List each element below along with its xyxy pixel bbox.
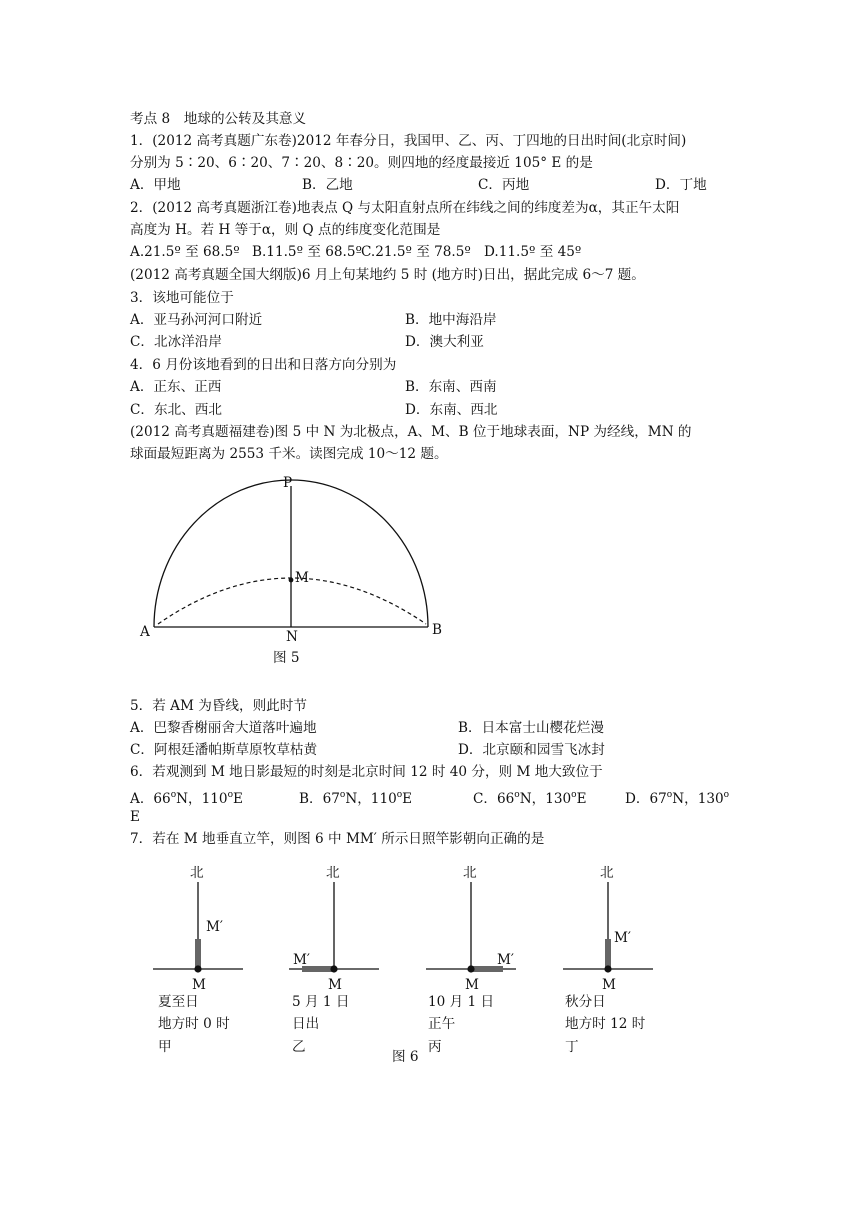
- q3-stem: 3．该地可能位于: [130, 290, 234, 306]
- q5-option-b: B．日本富士山樱花烂漫: [458, 720, 604, 736]
- label-m: M: [295, 570, 309, 586]
- q5-stem: 5．若 AM 为昏线，则此时节: [130, 698, 307, 714]
- label-p: P: [283, 475, 293, 491]
- figure-6-caption: 图 6: [392, 1049, 419, 1065]
- q7-stem: 7．若在 M 地垂直立竿，则图 6 中 MM′ 所示日照竿影朝向正确的是: [130, 831, 545, 847]
- q6-option-d: D．67$^o$N，130$^o$: [625, 790, 730, 807]
- q5-option-d: D．北京颐和园雪飞冰封: [458, 742, 605, 758]
- intro-q5-q7-line2: 球面最短距离为 2553 千米。读图完成 10～12 题。: [130, 446, 448, 462]
- panel4-caption-line3: 丁: [565, 1039, 579, 1055]
- panel4-m-label: M: [602, 977, 616, 993]
- q4-option-a: A．正东、正西: [130, 379, 222, 395]
- label-n: N: [286, 629, 298, 645]
- q2-option-c: C.21.5º 至 78.5º: [361, 244, 471, 260]
- q1-option-d: D．丁地: [655, 177, 707, 193]
- panel4-caption-line1: 秋分日: [565, 994, 606, 1010]
- q3-option-b: B．地中海沿岸: [405, 312, 497, 328]
- panel2-mprime-label: M′: [293, 952, 311, 968]
- q6-stem: 6．若观测到 M 地日影最短的时刻是北京时间 12 时 40 分，则 M 地大致位于: [130, 764, 603, 780]
- q4-stem: 4．6 月份该地看到的日出和日落方向分别为: [130, 357, 397, 373]
- q4-option-b: B．东南、西南: [405, 379, 497, 395]
- q1-option-c: C．丙地: [478, 177, 530, 193]
- panel1-mprime-label: M′: [206, 919, 224, 935]
- q3-option-a: A．亚马孙河河口附近: [130, 312, 263, 328]
- panel4-mprime-label: M′: [614, 930, 632, 946]
- panel3-caption-line2: 正午: [428, 1016, 456, 1032]
- q5-option-a: A．巴黎香榭丽舍大道落叶遍地: [130, 720, 317, 736]
- q1-stem-line1: 1．(2012 高考真题广东卷)2012 年春分日，我国甲、乙、丙、丁四地的日出时间(北京时间): [130, 133, 687, 149]
- panel2-caption-line1: 5 月 1 日: [292, 994, 350, 1010]
- q6-option-d-wrap: E: [130, 809, 140, 825]
- q6-option-c: C．66$^o$N，130$^o$E: [473, 790, 587, 807]
- q4-option-d: D．东南、西北: [405, 402, 498, 418]
- panel1-caption-line1: 夏至日: [158, 994, 199, 1010]
- q2-option-b: B.11.5º 至 68.5º: [252, 244, 362, 260]
- panel3-caption-line3: 丙: [428, 1039, 442, 1055]
- q4-option-c: C．东北、西北: [130, 402, 222, 418]
- q2-option-d: D.11.5º 至 45º: [484, 244, 582, 260]
- panel4-caption-line2: 地方时 12 时: [565, 1016, 646, 1032]
- q2-option-a: A.21.5º 至 68.5º: [130, 244, 240, 260]
- label-a: A: [140, 624, 150, 640]
- q1-option-a: A．甲地: [130, 177, 181, 193]
- panel2-m-dot: [330, 965, 337, 972]
- panel2-caption-line3: 乙: [292, 1039, 306, 1055]
- panel2-caption-line2: 日出: [292, 1016, 320, 1032]
- q3-option-d: D．澳大利亚: [405, 334, 484, 350]
- label-b: B: [432, 622, 442, 638]
- panel3-m-label: M: [465, 977, 479, 993]
- q2-stem-line1: 2．(2012 高考真题浙江卷)地表点 Q 与太阳直射点所在纬线之间的纬度差为α，其正午太阳: [130, 200, 680, 216]
- q6-option-a: A．66$^o$N，110$^o$E: [130, 790, 243, 807]
- q1-stem-line2: 分别为 5∶20、6∶20、7∶20、8∶20。则四地的经度最接近 105° E 的是: [130, 155, 593, 171]
- panel3-north-label: 北: [463, 865, 477, 881]
- intro-q5-q7-line1: (2012 高考真题福建卷)图 5 中 N 为北极点，A、M、B 位于地球表面，NP 为经线，MN 的: [130, 424, 692, 440]
- figure-5-caption: 图 5: [273, 650, 300, 666]
- q3-option-c: C．北冰洋沿岸: [130, 334, 222, 350]
- section-heading: 考点 8 地球的公转及其意义: [130, 111, 307, 127]
- panel1-caption-line2: 地方时 0 时: [158, 1016, 230, 1032]
- panel4-m-dot: [604, 965, 611, 972]
- panel1-north-label: 北: [190, 865, 204, 881]
- intro-q3-q4: (2012 高考真题全国大纲版)6 月上旬某地约 5 时 (地方时)日出，据此完成 6～7 题。: [130, 267, 645, 283]
- panel1-m-label: M: [192, 977, 206, 993]
- panel1-caption-line3: 甲: [158, 1039, 172, 1055]
- panel3-mprime-label: M′: [497, 952, 515, 968]
- q1-option-b: B．乙地: [302, 177, 353, 193]
- panel2-north-label: 北: [326, 865, 340, 881]
- q5-option-c: C．阿根廷潘帕斯草原牧草枯黄: [130, 742, 318, 758]
- panel4-north-label: 北: [600, 865, 614, 881]
- panel3-caption-line1: 10 月 1 日: [428, 994, 495, 1010]
- q2-stem-line2: 高度为 H。若 H 等于α，则 Q 点的纬度变化范围是: [130, 222, 441, 238]
- panel1-m-dot: [194, 965, 201, 972]
- panel3-m-dot: [467, 965, 474, 972]
- q6-option-b: B．67$^o$N，110$^o$E: [299, 790, 413, 807]
- panel2-m-label: M: [328, 977, 342, 993]
